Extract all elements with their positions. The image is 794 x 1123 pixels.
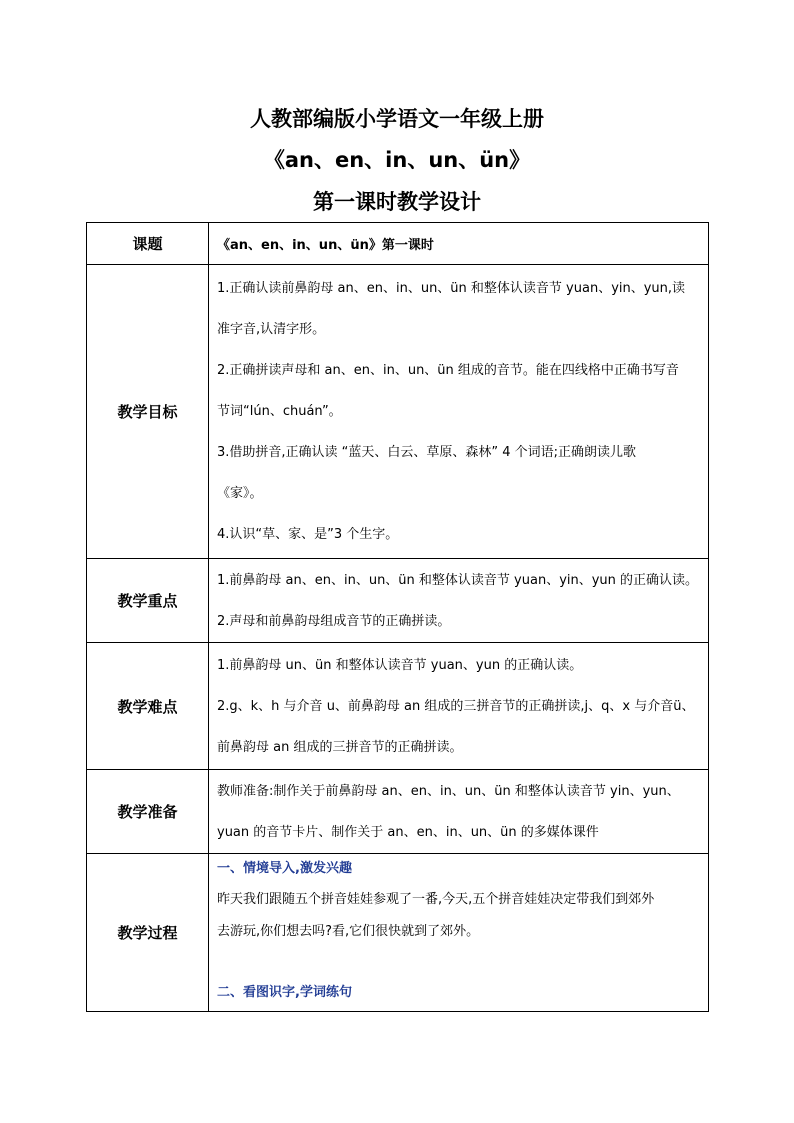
key-points-content: [209, 559, 709, 643]
goals-label: 教学目标: [87, 265, 209, 559]
difficulties-label: 教学难点: [87, 643, 209, 770]
preparation-label: 教学准备: [87, 770, 209, 854]
process-paragraph-line: 昨天我们跟随五个拼音娃娃参观了一番,今天,五个拼音娃娃决定带我们到郊外: [217, 892, 655, 907]
lesson-plan-table: [86, 222, 709, 1012]
difficulties-line: 1.前鼻韵母 un、ün 和整体认读音节 yuan、yun 的正确认读。: [217, 657, 583, 673]
key-points-line: 2.声母和前鼻韵母组成音节的正确拼读。: [217, 613, 451, 629]
process-heading-2: 二、看图识字,学词练句: [217, 985, 352, 1000]
preparation-row: [87, 770, 709, 854]
key-points-label: 教学重点: [87, 559, 209, 643]
goals-line: 《家》。: [217, 486, 263, 501]
process-content: [209, 854, 709, 1012]
goals-content: [209, 265, 709, 559]
document-subtitle: 《an、en、in、un、ün》: [263, 148, 531, 172]
process-spacer: [217, 948, 702, 978]
topic-row: [87, 223, 709, 265]
document-title: 人教部编版小学语文一年级上册: [250, 107, 544, 131]
goals-line: 1.正确认读前鼻韵母 an、en、in、un、ün 和整体认读音节 yuan、yin、yun,读: [217, 281, 686, 296]
goals-line: 3.借助拼音,正确认读 “蓝天、白云、草原、森林” 4 个词语;正确朗读儿歌: [217, 445, 637, 460]
key-points-row: [87, 559, 709, 643]
goals-line: 准字音,认清字形。: [217, 322, 326, 337]
difficulties-content: [209, 643, 709, 770]
goals-line: 2.正确拼读声母和 an、en、in、un、ün 组成的音节。能在四线格中正确书写音: [217, 363, 679, 378]
preparation-line: 教师准备:制作关于前鼻韵母 an、en、in、un、ün 和整体认读音节 yin、yun、: [217, 783, 680, 799]
key-points-line: 1.前鼻韵母 an、en、in、un、ün 和整体认读音节 yuan、yin、yun 的正确认读。: [217, 572, 699, 588]
process-paragraph-line: 去游玩,你们想去吗?看,它们很快就到了郊外。: [217, 924, 480, 939]
process-label: 教学过程: [87, 854, 209, 1012]
preparation-content: [209, 770, 709, 854]
topic-label: 课题: [87, 223, 209, 265]
process-heading-1: 一、情境导入,激发兴趣: [217, 861, 352, 876]
difficulties-line: 2.g、k、h 与介音 u、前鼻韵母 an 组成的三拼音节的正确拼读,j、q、x 与介音ü、: [217, 698, 695, 714]
process-row: [87, 854, 709, 1012]
topic-value: 《an、en、in、un、ün》第一课时: [209, 223, 709, 265]
preparation-line: yuan 的音节卡片、制作关于 an、en、in、un、ün 的多媒体课件: [217, 824, 599, 840]
goals-line: 4.认识“草、家、是”3 个生字。: [217, 527, 399, 542]
goals-line: 节词“lún、chuán”。: [217, 404, 342, 419]
document-section-title: 第一课时教学设计: [313, 190, 481, 214]
difficulties-line: 前鼻韵母 an 组成的三拼音节的正确拼读。: [217, 739, 463, 755]
goals-row: [87, 265, 709, 559]
difficulties-row: [87, 643, 709, 770]
